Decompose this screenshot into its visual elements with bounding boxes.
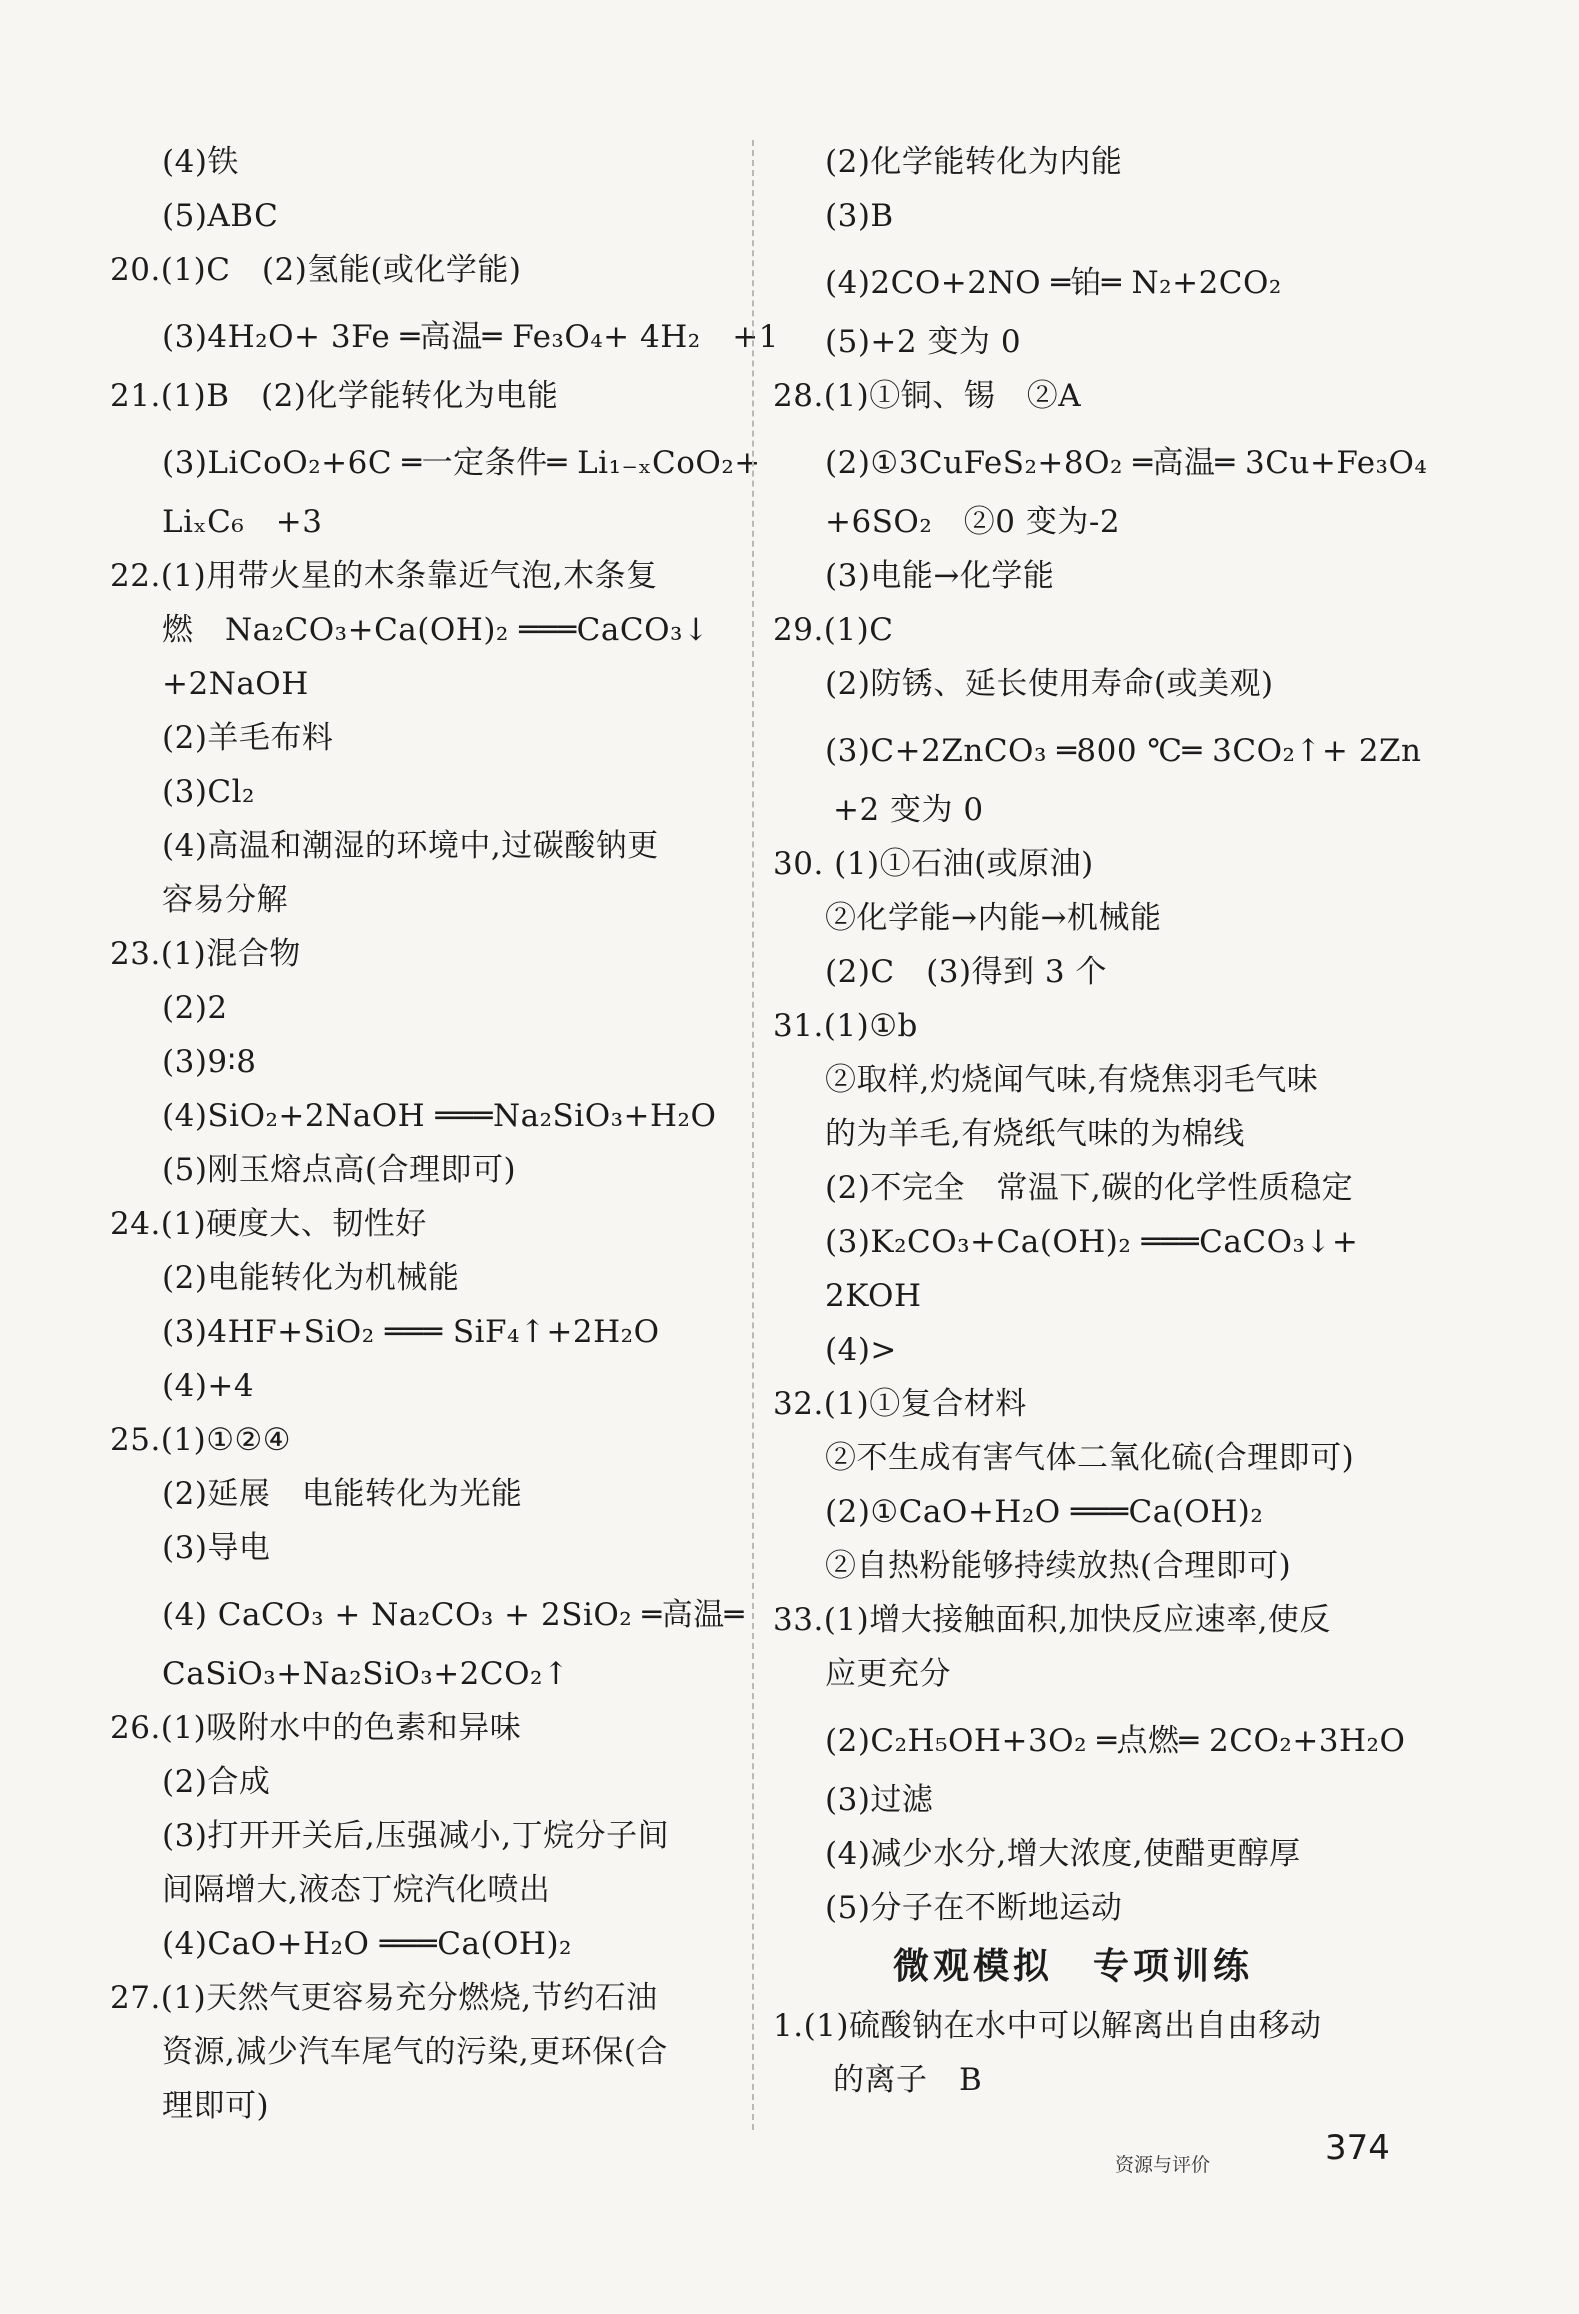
answer-line: (4)2CO+2NO ═铂═ N₂+2CO₂ bbox=[825, 265, 1282, 301]
answer-item-start: 33.(1)增大接触面积,加快反应速率,使反 bbox=[773, 1602, 1331, 1638]
answer-line: 间隔增大,液态丁烷汽化喷出 bbox=[162, 1872, 551, 1908]
answer-item-start: 31.(1)①b bbox=[773, 1008, 918, 1044]
answer-line: (4)SiO₂+2NaOH ═══Na₂SiO₃+H₂O bbox=[162, 1098, 717, 1134]
answer-item-start: 26.(1)吸附水中的色素和异味 bbox=[110, 1710, 522, 1746]
answer-line: (3)Cl₂ bbox=[162, 774, 255, 810]
answer-line: (4)+4 bbox=[162, 1368, 255, 1404]
answer-line: CaSiO₃+Na₂SiO₃+2CO₂↑ bbox=[162, 1656, 570, 1692]
answer-line: +2NaOH bbox=[162, 666, 309, 702]
answer-line: (3)9∶8 bbox=[162, 1044, 257, 1080]
answer-item-start: 29.(1)C bbox=[773, 612, 894, 648]
answer-line: LiₓC₆ +3 bbox=[162, 504, 323, 540]
column-divider bbox=[752, 140, 754, 2130]
right-column bbox=[773, 135, 1428, 2107]
answer-line: (2)2 bbox=[162, 990, 228, 1026]
answer-line: (4)减少水分,增大浓度,使醋更醇厚 bbox=[825, 1836, 1301, 1872]
section-heading: 微观模拟 专项训练 bbox=[893, 1946, 1254, 1987]
answer-line: (2)合成 bbox=[162, 1764, 271, 1800]
answer-line: (3)电能→化学能 bbox=[825, 558, 1055, 594]
answer-item-start: 25.(1)①②④ bbox=[110, 1422, 292, 1458]
answer-item-start: 27.(1)天然气更容易充分燃烧,节约石油 bbox=[110, 1980, 658, 2016]
answer-line: (2)电能转化为机械能 bbox=[162, 1260, 460, 1296]
answer-line: ②不生成有害气体二氧化硫(合理即可) bbox=[825, 1440, 1355, 1476]
left-column bbox=[110, 135, 779, 2133]
answer-line: (2)羊毛布料 bbox=[162, 720, 334, 756]
answer-line: (3)导电 bbox=[162, 1530, 271, 1566]
answer-line: (3)LiCoO₂+6C ═一定条件═ Li₁₋ₓCoO₂+ bbox=[162, 445, 761, 481]
answer-line: (4) CaCO₃ + Na₂CO₃ + 2SiO₂ ═高温═ bbox=[162, 1597, 744, 1633]
answer-line: (5)ABC bbox=[162, 198, 279, 234]
answer-line: (2)不完全 常温下,碳的化学性质稳定 bbox=[825, 1170, 1354, 1206]
answer-line: ②取样,灼烧闻气味,有烧焦羽毛气味 bbox=[825, 1062, 1319, 1098]
answer-line: (2)化学能转化为内能 bbox=[825, 144, 1123, 180]
answer-line: +2 变为 0 bbox=[833, 792, 984, 828]
answer-line: 容易分解 bbox=[162, 882, 288, 918]
answer-line: (3)过滤 bbox=[825, 1782, 934, 1818]
footer-label: 资源与评价 bbox=[1115, 2154, 1211, 2176]
answer-line: (4)> bbox=[825, 1332, 897, 1368]
answer-line: 2KOH bbox=[825, 1278, 922, 1314]
answer-line: 理即可) bbox=[162, 2088, 270, 2124]
answer-line: (5)刚玉熔点高(合理即可) bbox=[162, 1152, 517, 1188]
answer-line: ②自热粉能够持续放热(合理即可) bbox=[825, 1548, 1292, 1584]
answer-line: ②化学能→内能→机械能 bbox=[825, 900, 1162, 936]
answer-line: (2)防锈、延长使用寿命(或美观) bbox=[825, 666, 1274, 702]
answer-item-start: 21.(1)B (2)化学能转化为电能 bbox=[110, 378, 559, 414]
answer-line: +6SO₂ ②0 变为-2 bbox=[825, 504, 1121, 540]
answer-line: 的为羊毛,有烧纸气味的为棉线 bbox=[825, 1116, 1245, 1152]
answer-line: (4)CaO+H₂O ═══Ca(OH)₂ bbox=[162, 1926, 572, 1962]
answer-line: (2)C (3)得到 3 个 bbox=[825, 954, 1107, 990]
answer-line: (3)打开开关后,压强减小,丁烷分子间 bbox=[162, 1818, 670, 1854]
answer-line: 的离子 B bbox=[833, 2062, 983, 2098]
answer-item-start: 28.(1)①铜、锡 ②A bbox=[773, 378, 1082, 414]
answer-line: (2)延展 电能转化为光能 bbox=[162, 1476, 523, 1512]
answer-line: (2)①3CuFeS₂+8O₂ ═高温═ 3Cu+Fe₃O₄ bbox=[825, 445, 1428, 481]
answer-line: (4)高温和潮湿的环境中,过碳酸钠更 bbox=[162, 828, 659, 864]
answer-line: (3)B bbox=[825, 198, 894, 234]
answer-item-start: 20.(1)C (2)氢能(或化学能) bbox=[110, 252, 522, 288]
answer-item-start: 22.(1)用带火星的木条靠近气泡,木条复 bbox=[110, 558, 658, 594]
answer-item-start: 1.(1)硫酸钠在水中可以解离出自由移动 bbox=[773, 2008, 1322, 2044]
answer-line: (2)C₂H₅OH+3O₂ ═点燃═ 2CO₂+3H₂O bbox=[825, 1723, 1406, 1759]
answer-line: (3)K₂CO₃+Ca(OH)₂ ═══CaCO₃↓+ bbox=[825, 1224, 1359, 1260]
answer-line: 应更充分 bbox=[825, 1656, 951, 1692]
answer-line: (4)铁 bbox=[162, 144, 239, 180]
answer-line: (5)+2 变为 0 bbox=[825, 324, 1022, 360]
answer-line: (5)分子在不断地运动 bbox=[825, 1890, 1123, 1926]
answer-item-start: 23.(1)混合物 bbox=[110, 936, 301, 972]
answer-line: (3)4H₂O+ 3Fe ═高温═ Fe₃O₄+ 4H₂ +1 bbox=[162, 319, 779, 355]
answer-line: (3)C+2ZnCO₃ ═800 ℃═ 3CO₂↑+ 2Zn bbox=[825, 733, 1422, 769]
answer-line: (2)①CaO+H₂O ═══Ca(OH)₂ bbox=[825, 1494, 1264, 1530]
page-number: 374 bbox=[1325, 2128, 1390, 2168]
answer-line: 燃 Na₂CO₃+Ca(OH)₂ ═══CaCO₃↓ bbox=[162, 612, 710, 648]
answer-item-start: 30. (1)①石油(或原油) bbox=[773, 846, 1094, 882]
answer-item-start: 24.(1)硬度大、韧性好 bbox=[110, 1206, 427, 1242]
answer-line: 资源,减少汽车尾气的污染,更环保(合 bbox=[162, 2034, 668, 2070]
answer-item-start: 32.(1)①复合材料 bbox=[773, 1386, 1027, 1422]
answer-line: (3)4HF+SiO₂ ═══ SiF₄↑+2H₂O bbox=[162, 1314, 660, 1350]
